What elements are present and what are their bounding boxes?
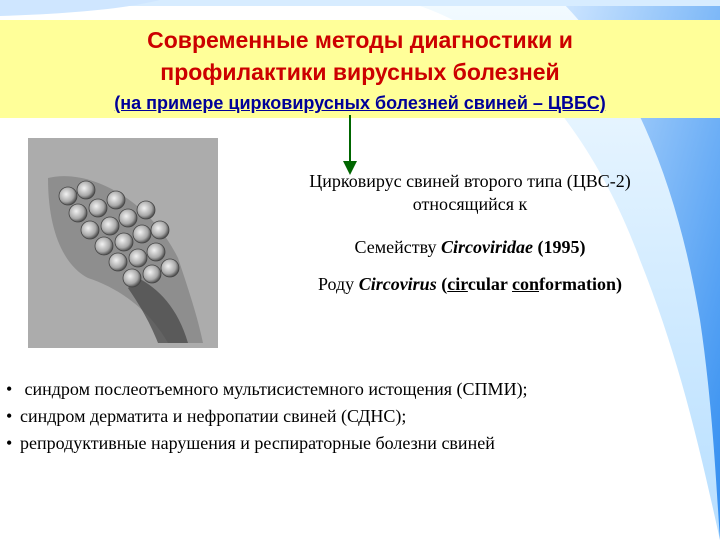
- family-name: Circoviridae: [440, 237, 533, 257]
- genus-paren-open: (: [436, 274, 448, 294]
- genus-con: con: [512, 274, 540, 294]
- title-line-2: профилактики вирусных болезней: [160, 59, 560, 85]
- list-item-text: синдром дерматита и нефропатии свиней (СДНС);: [20, 406, 407, 426]
- genus-name: Circovirus: [358, 274, 437, 294]
- title-line-1: Современные методы диагностики и: [147, 27, 573, 53]
- list-item-text: репродуктивные нарушения и респираторные болезни свиней: [20, 433, 495, 453]
- family-prefix: Семейству: [354, 237, 441, 257]
- slide-subtitle: (на примере цирковирусных болезней свиней – ЦВБС): [114, 93, 606, 113]
- genus-formation: formation): [539, 274, 623, 294]
- list-item: [6, 403, 716, 430]
- virus-name-line-2: относящийся к: [412, 194, 528, 214]
- bullet-marker: •: [6, 433, 13, 453]
- genus-cir: cir: [447, 274, 468, 294]
- bullet-marker: •: [6, 379, 13, 399]
- syndrome-list: [6, 376, 716, 457]
- slide-title: [0, 24, 720, 88]
- virus-name: [250, 170, 690, 216]
- list-item: [6, 430, 716, 457]
- arrow-down-icon: [340, 115, 360, 177]
- genus-prefix: Роду: [317, 274, 359, 294]
- bullet-marker: •: [6, 406, 13, 426]
- genus-cular: cular: [467, 274, 513, 294]
- virus-micrograph-image: [28, 138, 218, 348]
- virus-genus: [250, 273, 690, 296]
- family-year: (1995): [532, 237, 586, 257]
- virus-classification: [250, 170, 690, 296]
- list-item: [6, 376, 716, 403]
- list-item-text: синдром послеотъемного мультисистемного истощения (СПМИ);: [20, 379, 528, 399]
- virus-name-line-1: Цирковирус свиней второго типа (ЦВС-2): [309, 171, 631, 191]
- virus-family: [250, 236, 690, 259]
